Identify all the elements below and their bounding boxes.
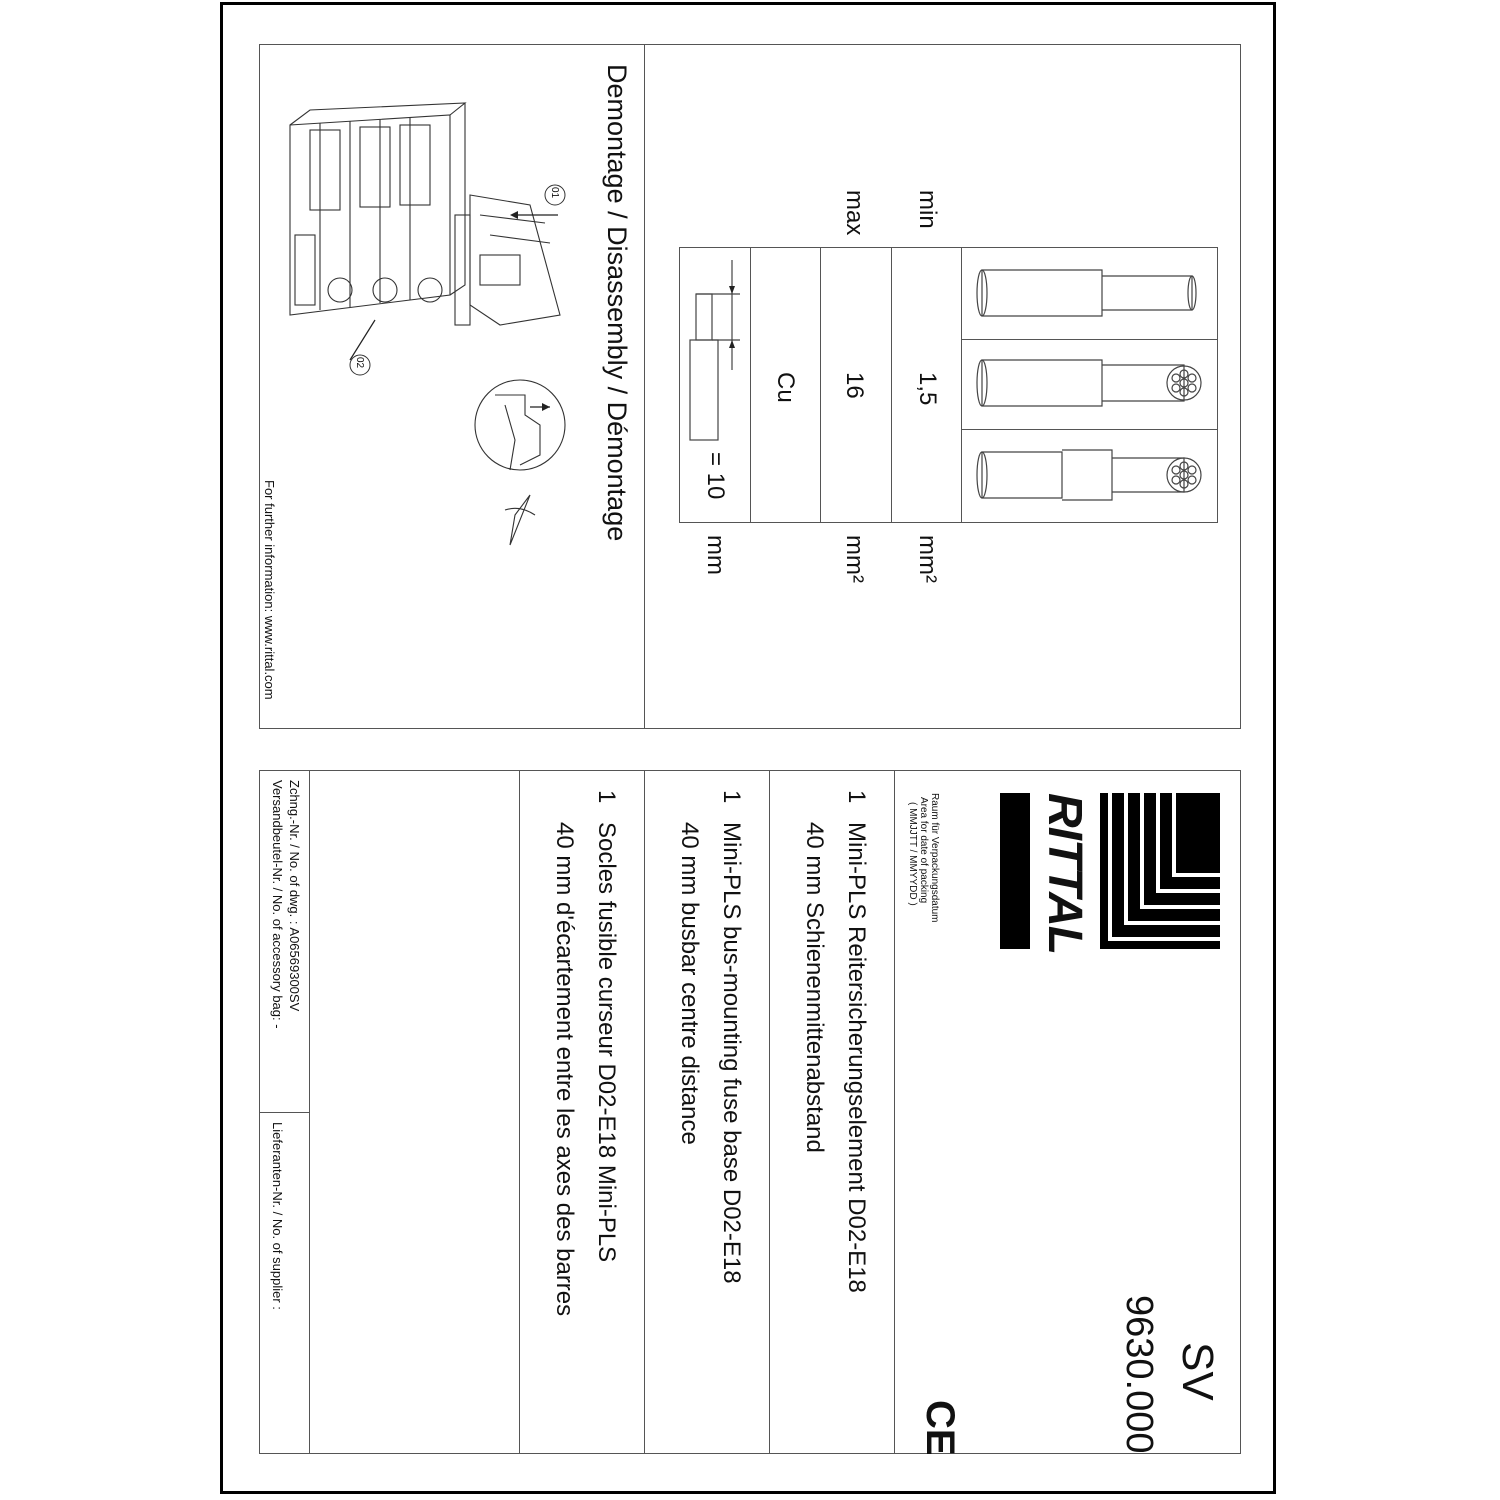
packing-area-line2: Area for date of packing [918,797,929,904]
supplier-number: Lieferanten-Nr. / No. of supplier : [270,1122,285,1310]
item-1-line1: Mini-PLS Reitersicherungselement D02-E18 [843,822,870,1293]
stranded-conductor-icon [977,360,1201,406]
item-1-line2: 40 mm Schienenmittenabstand [801,822,828,1153]
product-code: SV [1173,1342,1222,1401]
min-value: 1,5 [914,372,941,406]
packing-area-line3: ( MMJJTT / MMYYDD ) [907,802,918,906]
disassembly-title: Demontage / Disassembly / Démontage [602,64,632,542]
solid-conductor-icon [977,270,1196,316]
max-value: 16 [841,372,868,399]
rittal-logo-text: RITTAL [1038,793,1091,955]
item-3-line2: 40 mm d'écartement entre les axes des barres [551,822,578,1317]
unit-min: mm² [914,535,941,583]
item-3-line1: Socles fusible curseur D02-E18 Mini-PLS [593,822,620,1263]
unit-mm: mm [702,535,729,575]
item-1-qty: 1 [843,790,870,804]
item-2-line1: Mini-PLS bus-mounting fuse base D02-E18 [718,822,745,1284]
item-2-qty: 1 [718,790,745,804]
callout-02: 02 [354,357,365,369]
unit-max: mm² [841,535,868,583]
material-label: Cu [772,372,799,403]
accessory-bag-number: Versandbeutel-Nr. / No. of accessory bag: - [270,780,285,1029]
min-label: min [914,190,941,229]
strip-length-value: = 10 [702,452,729,500]
product-number: 9630.000 [1118,1295,1160,1454]
max-label: max [841,190,868,236]
fuse-base-illustration [280,95,580,565]
packing-area-line1: Raum für Verpackungsdatum [929,793,940,923]
item-3-qty: 1 [593,790,620,804]
instruction-divider [644,44,645,729]
conductor-drawings [962,248,1218,522]
drawing-number: Zchng.-Nr. / No. of dwg. : A06569300SV [287,780,302,1012]
rittal-logo [1000,793,1220,955]
item-2-line2: 40 mm busbar centre distance [676,822,703,1145]
ferrule-conductor-icon [977,450,1201,500]
callout-01: 01 [549,187,560,199]
ce-mark: CE [918,1400,962,1456]
more-info-text: For further information: www.rittal.com [262,480,277,700]
